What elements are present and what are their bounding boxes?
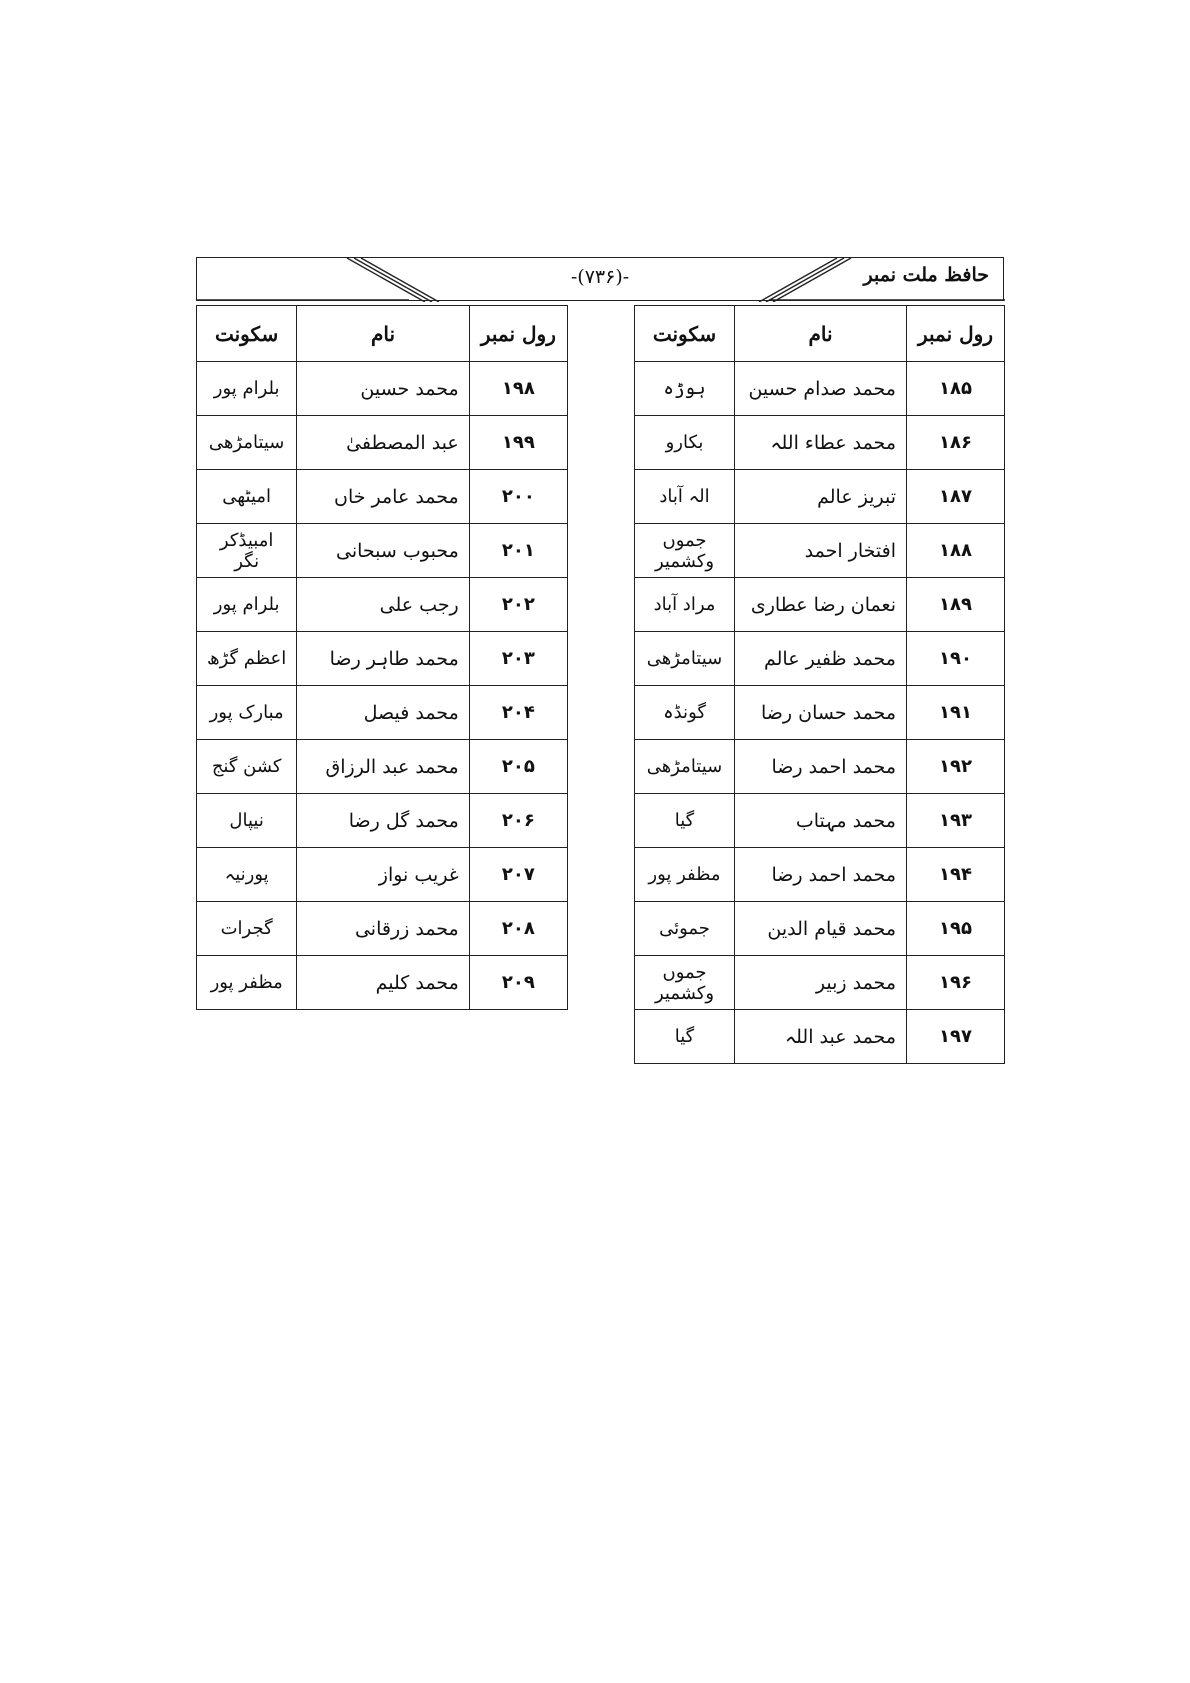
student-name-cell: محمد حسان رضا	[735, 686, 907, 740]
roll-number-cell: ۱۹۰	[907, 632, 1005, 686]
table-row	[635, 1010, 1005, 1064]
table-row	[197, 632, 568, 686]
student-name-cell: محمد طاہر رضا	[297, 632, 469, 686]
residence-cell: جموئی	[635, 902, 735, 956]
roll-number-cell: ۱۹۵	[907, 902, 1005, 956]
residence-cell: مظفر پور	[197, 956, 297, 1010]
column-header-residence: سکونت	[635, 306, 735, 362]
roll-number-cell: ۲۰۸	[469, 902, 567, 956]
residence-cell: جموں وکشمیر	[635, 956, 735, 1010]
roll-number-cell: ۲۰۶	[469, 794, 567, 848]
table-row	[635, 794, 1005, 848]
roll-number-cell: ۲۰۵	[469, 740, 567, 794]
residence-cell: الہ آباد	[635, 470, 735, 524]
residence-cell: ہوڑہ	[635, 362, 735, 416]
table-row	[635, 470, 1005, 524]
student-name-cell: غریب نواز	[297, 848, 469, 902]
table-row	[197, 578, 568, 632]
roll-number-cell: ۲۰۳	[469, 632, 567, 686]
residence-cell: سیتامڑھی	[635, 740, 735, 794]
table-row	[197, 794, 568, 848]
table-row	[635, 524, 1005, 578]
roll-number-cell: ۱۹۲	[907, 740, 1005, 794]
roll-number-cell: ۱۸۸	[907, 524, 1005, 578]
student-name-cell: رجب علی	[297, 578, 469, 632]
table-header-row	[197, 306, 568, 362]
residence-cell: گیا	[635, 794, 735, 848]
roll-number-cell: ۱۹۸	[469, 362, 567, 416]
roll-table-right	[634, 305, 1005, 1064]
table-row	[197, 362, 568, 416]
roll-table-left	[196, 305, 568, 1010]
residence-cell: بکارو	[635, 416, 735, 470]
table-row	[197, 686, 568, 740]
roll-number-cell: ۲۰۲	[469, 578, 567, 632]
table-header-row	[635, 306, 1005, 362]
student-name-cell: محمد قیام الدین	[735, 902, 907, 956]
table-row	[635, 578, 1005, 632]
roll-number-cell: ۱۹۶	[907, 956, 1005, 1010]
roll-number-cell: ۱۸۵	[907, 362, 1005, 416]
roll-number-cell: ۱۸۷	[907, 470, 1005, 524]
residence-cell: کشن گنج	[197, 740, 297, 794]
table-row	[197, 740, 568, 794]
student-name-cell: نعمان رضا عطاری	[735, 578, 907, 632]
table-row	[197, 524, 568, 578]
residence-cell: گونڈہ	[635, 686, 735, 740]
student-name-cell: محمد مہتاب	[735, 794, 907, 848]
roll-number-cell: ۲۰۰	[469, 470, 567, 524]
residence-cell: بلرام پور	[197, 362, 297, 416]
student-name-cell: افتخار احمد	[735, 524, 907, 578]
roll-number-cell: ۱۸۹	[907, 578, 1005, 632]
roll-number-cell: ۱۸۶	[907, 416, 1005, 470]
residence-cell: گیا	[635, 1010, 735, 1064]
table-row	[635, 362, 1005, 416]
student-name-cell: محمد گل رضا	[297, 794, 469, 848]
student-name-cell: محمد عامر خاں	[297, 470, 469, 524]
roll-number-cell: ۲۰۷	[469, 848, 567, 902]
student-name-cell: محمد عبد الرزاق	[297, 740, 469, 794]
student-name-cell: تبریز عالم	[735, 470, 907, 524]
student-name-cell: محمد ظفیر عالم	[735, 632, 907, 686]
student-name-cell: محمد کلیم	[297, 956, 469, 1010]
page-number: -(۷۳۶)-	[570, 266, 630, 288]
table-row	[635, 956, 1005, 1010]
roll-number-cell: ۲۰۴	[469, 686, 567, 740]
residence-cell: پورنیہ	[197, 848, 297, 902]
table-row	[635, 902, 1005, 956]
student-name-cell: محبوب سبحانی	[297, 524, 469, 578]
residence-cell: امیٹھی	[197, 470, 297, 524]
student-name-cell: محمد عبد اللہ	[735, 1010, 907, 1064]
column-header-name: نام	[735, 306, 907, 362]
roll-number-cell: ۱۹۹	[469, 416, 567, 470]
residence-cell: مظفر پور	[635, 848, 735, 902]
column-header-roll: رول نمبر	[469, 306, 567, 362]
table-row	[635, 740, 1005, 794]
student-name-cell: محمد احمد رضا	[735, 740, 907, 794]
roll-number-cell: ۱۹۷	[907, 1010, 1005, 1064]
roll-number-cell: ۱۹۱	[907, 686, 1005, 740]
residence-cell: مبارک پور	[197, 686, 297, 740]
table-row	[635, 848, 1005, 902]
student-name-cell: عبد المصطفیٰ	[297, 416, 469, 470]
table-row	[197, 848, 568, 902]
residence-cell: امبیڈکر نگر	[197, 524, 297, 578]
student-name-cell: محمد صدام حسین	[735, 362, 907, 416]
roll-number-cell: ۱۹۴	[907, 848, 1005, 902]
residence-cell: نیپال	[197, 794, 297, 848]
table-row	[197, 956, 568, 1010]
table-row	[197, 470, 568, 524]
residence-cell: گجرات	[197, 902, 297, 956]
residence-cell: جموں وکشمیر	[635, 524, 735, 578]
residence-cell: بلرام پور	[197, 578, 297, 632]
column-header-residence: سکونت	[197, 306, 297, 362]
student-name-cell: محمد زرقانی	[297, 902, 469, 956]
student-name-cell: محمد فیصل	[297, 686, 469, 740]
column-header-name: نام	[297, 306, 469, 362]
publication-title: حافظ ملت نمبر	[863, 264, 989, 286]
roll-number-cell: ۱۹۳	[907, 794, 1005, 848]
student-name-cell: محمد حسین	[297, 362, 469, 416]
student-name-cell: محمد عطاء اللہ	[735, 416, 907, 470]
student-name-cell: محمد زبیر	[735, 956, 907, 1010]
table-row	[197, 902, 568, 956]
table-row	[197, 416, 568, 470]
table-row	[635, 416, 1005, 470]
residence-cell: سیتامڑھی	[635, 632, 735, 686]
page-header	[196, 257, 1004, 301]
table-row	[635, 686, 1005, 740]
residence-cell: مراد آباد	[635, 578, 735, 632]
roll-number-cell: ۲۰۱	[469, 524, 567, 578]
residence-cell: سیتامڑھی	[197, 416, 297, 470]
column-header-roll: رول نمبر	[907, 306, 1005, 362]
roll-number-cell: ۲۰۹	[469, 956, 567, 1010]
student-name-cell: محمد احمد رضا	[735, 848, 907, 902]
table-row	[635, 632, 1005, 686]
residence-cell: اعظم گڑھ	[197, 632, 297, 686]
